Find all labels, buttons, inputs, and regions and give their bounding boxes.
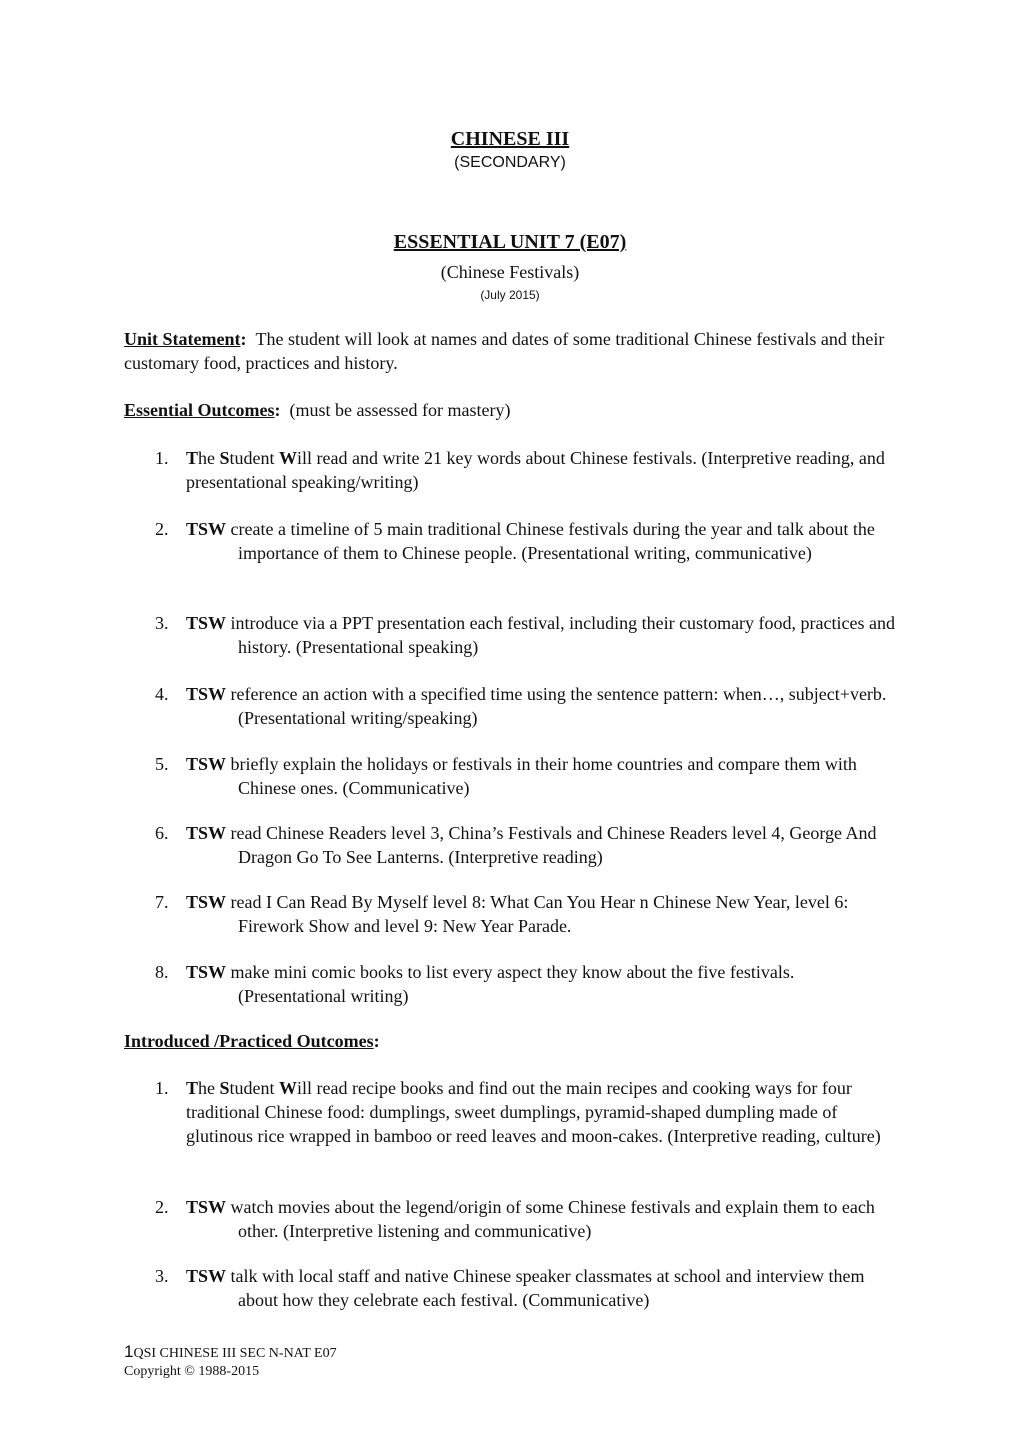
item-lead: TSW	[186, 684, 227, 704]
word-part: tudent	[229, 448, 280, 468]
page-footer	[124, 1343, 337, 1381]
introduced-outcome-item	[155, 1264, 900, 1312]
unit-statement	[124, 327, 894, 375]
item-number: 6.	[155, 823, 169, 843]
introduced-outcomes-label: Introduced /Practiced Outcomes	[124, 1031, 374, 1051]
document-date: (July 2015)	[480, 288, 540, 302]
initial-w: W	[279, 448, 298, 468]
essential-outcome-item	[155, 752, 900, 800]
essential-outcome-item	[155, 890, 900, 938]
item-body-text: watch movies about the legend/origin of some Chinese festivals and explain them to each other. (Interpretive listening and communicative)	[226, 1197, 875, 1241]
item-number: 4.	[155, 684, 169, 704]
item-body-text: reference an action with a specified time using the sentence pattern: when…, subject+verb. (Presentational writing/speaking)	[226, 684, 887, 728]
item-text	[186, 1076, 900, 1148]
item-lead: TSW	[186, 1197, 227, 1217]
item-number: 3.	[155, 613, 169, 633]
essential-outcome-item	[155, 682, 900, 730]
item-lead: TSW	[186, 754, 227, 774]
essential-outcomes-note: (must be assessed for mastery)	[289, 400, 511, 420]
word-part: tudent	[229, 1078, 280, 1098]
item-lead: TSW	[186, 1266, 227, 1286]
footer-doc-code: QSI CHINESE III SEC N-NAT E07	[133, 1346, 337, 1361]
page-number: 1	[124, 1342, 134, 1361]
item-body-text: make mini comic books to list every aspect they know about the five festivals. (Presentational writing)	[226, 962, 795, 1006]
item-number: 1.	[155, 1078, 169, 1098]
item-lead: TSW	[186, 962, 227, 982]
item-text	[186, 1195, 900, 1243]
item-lead: TSW	[186, 892, 227, 912]
item-text	[186, 821, 900, 869]
introduced-outcome-item	[155, 1076, 900, 1148]
essential-outcome-item	[155, 517, 900, 565]
introduced-outcomes-heading	[124, 1029, 894, 1053]
essential-outcome-item	[155, 960, 900, 1008]
item-number: 1.	[155, 448, 169, 468]
item-number: 3.	[155, 1266, 169, 1286]
item-body-text: read Chinese Readers level 3, China’s Festivals and Chinese Readers level 4, George And Dragon Go To See Lanterns. (Interpretive reading)	[226, 823, 877, 867]
unit-statement-colon: :	[240, 329, 247, 349]
essential-outcomes-colon: :	[274, 400, 281, 420]
item-text	[186, 960, 900, 1008]
item-number: 8.	[155, 962, 169, 982]
unit-title: ESSENTIAL UNIT 7 (E07)	[393, 231, 627, 253]
essential-outcome-item	[155, 821, 900, 869]
document-title: CHINESE III	[450, 128, 570, 150]
unit-statement-label: Unit Statement	[124, 329, 241, 349]
item-body-text: read I Can Read By Myself level 8: What Can You Hear n Chinese New Year, level 6: Firework Show and level 9: New Year Parade.	[226, 892, 849, 936]
item-lead: TSW	[186, 823, 227, 843]
item-text	[186, 682, 900, 730]
essential-outcomes-heading	[124, 398, 894, 422]
item-text	[186, 752, 900, 800]
initial-s: S	[219, 448, 230, 468]
initial-w: W	[279, 1078, 298, 1098]
essential-outcome-item	[155, 611, 900, 659]
item-body-text: talk with local staff and native Chinese speaker classmates at school and interview them about how they celebrate each festival. (Communicative)	[226, 1266, 865, 1310]
word-part: he	[198, 1078, 220, 1098]
item-text	[186, 890, 900, 938]
item-number: 2.	[155, 1197, 169, 1217]
footer-copyright: Copyright © 1988-2015	[124, 1364, 260, 1379]
item-number: 7.	[155, 892, 169, 912]
item-body-text: create a timeline of 5 main traditional Chinese festivals during the year and talk about the importance of them to Chinese people. (Presentational writing, communicative)	[226, 519, 875, 563]
item-body-text: ill read and write 21 key words about Chinese festivals. (Interpretive reading, and presentational speaking/writing)	[186, 448, 885, 492]
item-body-text: ill read recipe books and find out the main recipes and cooking ways for four traditional Chinese food: dumplings, sweet dumplings, pyramid-shaped dumpling made of glutinous rice wrapped in bamboo or reed leaves and moon-cakes. (Interpretive reading, culture)	[186, 1078, 881, 1146]
footer-doc-line	[124, 1343, 337, 1363]
item-body-text: introduce via a PPT presentation each festival, including their customary food, practices and history. (Presentational speaking)	[226, 613, 895, 657]
unit-topic: (Chinese Festivals)	[440, 262, 580, 282]
initial-t: T	[186, 448, 199, 468]
essential-outcome-item	[155, 446, 900, 494]
word-part: he	[198, 448, 220, 468]
item-lead: TSW	[186, 613, 227, 633]
item-body-text: briefly explain the holidays or festivals in their home countries and compare them with Chinese ones. (Communicative)	[226, 754, 857, 798]
item-number: 2.	[155, 519, 169, 539]
introduced-outcome-item	[155, 1195, 900, 1243]
item-text	[186, 1264, 900, 1312]
item-text	[186, 446, 900, 494]
item-lead: TSW	[186, 519, 227, 539]
initial-s: S	[219, 1078, 230, 1098]
unit-statement-text: The student will look at names and dates of some traditional Chinese festivals and their customary food, practices and history.	[124, 329, 885, 373]
item-number: 5.	[155, 754, 169, 774]
essential-outcomes-label: Essential Outcomes	[124, 400, 275, 420]
document-subtitle: (SECONDARY)	[454, 154, 566, 171]
initial-t: T	[186, 1078, 199, 1098]
item-text	[186, 611, 900, 659]
introduced-outcomes-colon: :	[373, 1031, 380, 1051]
item-text	[186, 517, 900, 565]
